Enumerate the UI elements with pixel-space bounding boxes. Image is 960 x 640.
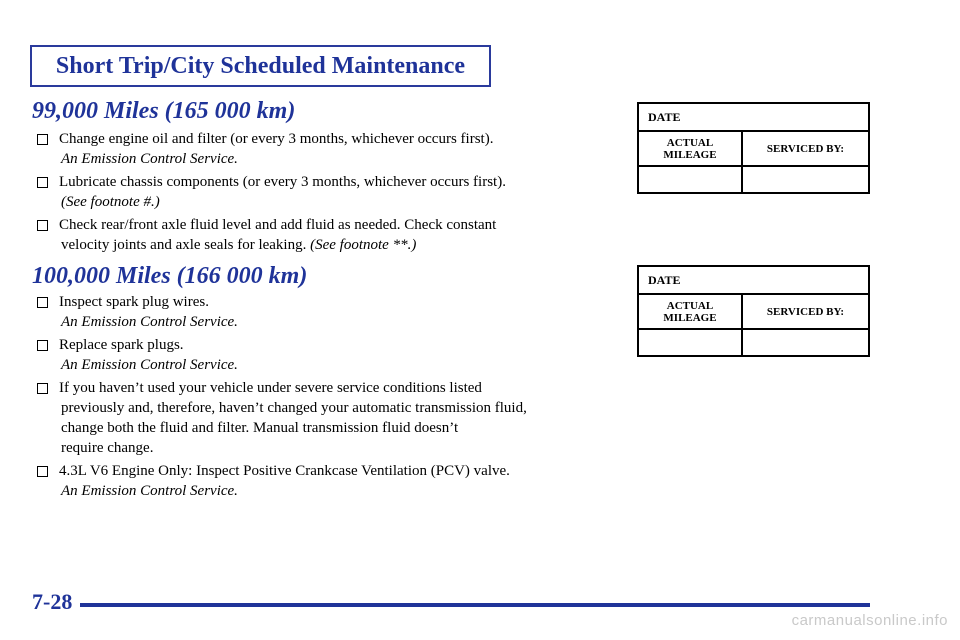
page-header bbox=[30, 45, 491, 87]
item-subnote: An Emission Control Service. bbox=[61, 483, 238, 499]
date-row: DATE bbox=[639, 267, 868, 295]
serviced-by-header: SERVICED BY: bbox=[766, 305, 845, 318]
item-subnote: An Emission Control Service. bbox=[61, 314, 238, 330]
item-subnote: An Emission Control Service. bbox=[61, 357, 238, 373]
record-header-row bbox=[639, 295, 868, 330]
checkbox-icon bbox=[37, 220, 48, 231]
service-record-table bbox=[637, 102, 870, 194]
checkbox-icon bbox=[37, 134, 48, 145]
serviced-by-entry-cell bbox=[743, 330, 868, 355]
watermark: carmanualsonline.info bbox=[791, 612, 948, 629]
footnote-ref: (See footnote **.) bbox=[310, 237, 417, 253]
record-entry-row bbox=[639, 167, 868, 192]
mileage-entry-cell bbox=[639, 330, 743, 355]
footer-divider bbox=[80, 603, 870, 607]
checklist-item: If you haven’t used your vehicle under severe service conditions listed previously and, therefore, haven’t changed your automatic transmission fluid, change both the fluid and filter. Manual transmission fluid doesn’t require change. bbox=[37, 378, 627, 458]
page-title: Short Trip/City Scheduled Maintenance bbox=[55, 52, 466, 79]
checklist-item: Inspect spark plug wires. An Emission Control Service. bbox=[37, 292, 627, 332]
checklist-item: Replace spark plugs. An Emission Control Service. bbox=[37, 335, 627, 375]
item-continuation: velocity joints and axle seals for leaking. (See footnote **.) bbox=[61, 237, 417, 253]
checkbox-icon bbox=[37, 177, 48, 188]
item-subnote: (See footnote #.) bbox=[61, 194, 160, 210]
service-record-table bbox=[637, 265, 870, 357]
serviced-by-header: SERVICED BY: bbox=[766, 142, 845, 155]
serviced-by-entry-cell bbox=[743, 167, 868, 192]
checkbox-icon bbox=[37, 466, 48, 477]
record-header-row bbox=[639, 132, 868, 167]
checkbox-icon bbox=[37, 383, 48, 394]
section-title-100000: 100,000 Miles (166 000 km) bbox=[32, 263, 308, 289]
checkbox-icon bbox=[37, 297, 48, 308]
actual-mileage-header: ACTUAL MILEAGE bbox=[639, 295, 743, 328]
section-title-99000: 99,000 Miles (165 000 km) bbox=[32, 98, 296, 124]
checkbox-icon bbox=[37, 340, 48, 351]
checklist-item: Change engine oil and filter (or every 3 months, whichever occurs first). An Emission Control Service. bbox=[37, 129, 627, 169]
page-number: 7-28 bbox=[32, 589, 73, 614]
checklist-item: Lubricate chassis components (or every 3 months, whichever occurs first). (See footnote #.) bbox=[37, 172, 627, 212]
actual-mileage-header: ACTUAL MILEAGE bbox=[639, 132, 743, 165]
checklist-item: 4.3L V6 Engine Only: Inspect Positive Crankcase Ventilation (PCV) valve. An Emission Control Service. bbox=[37, 461, 627, 501]
mileage-entry-cell bbox=[639, 167, 743, 192]
item-subnote: An Emission Control Service. bbox=[61, 151, 238, 167]
record-entry-row bbox=[639, 330, 868, 355]
checklist-item: Check rear/front axle fluid level and add fluid as needed. Check constant velocity joints and axle seals for leaking. (See footnote **.) bbox=[37, 215, 627, 255]
date-row: DATE bbox=[639, 104, 868, 132]
